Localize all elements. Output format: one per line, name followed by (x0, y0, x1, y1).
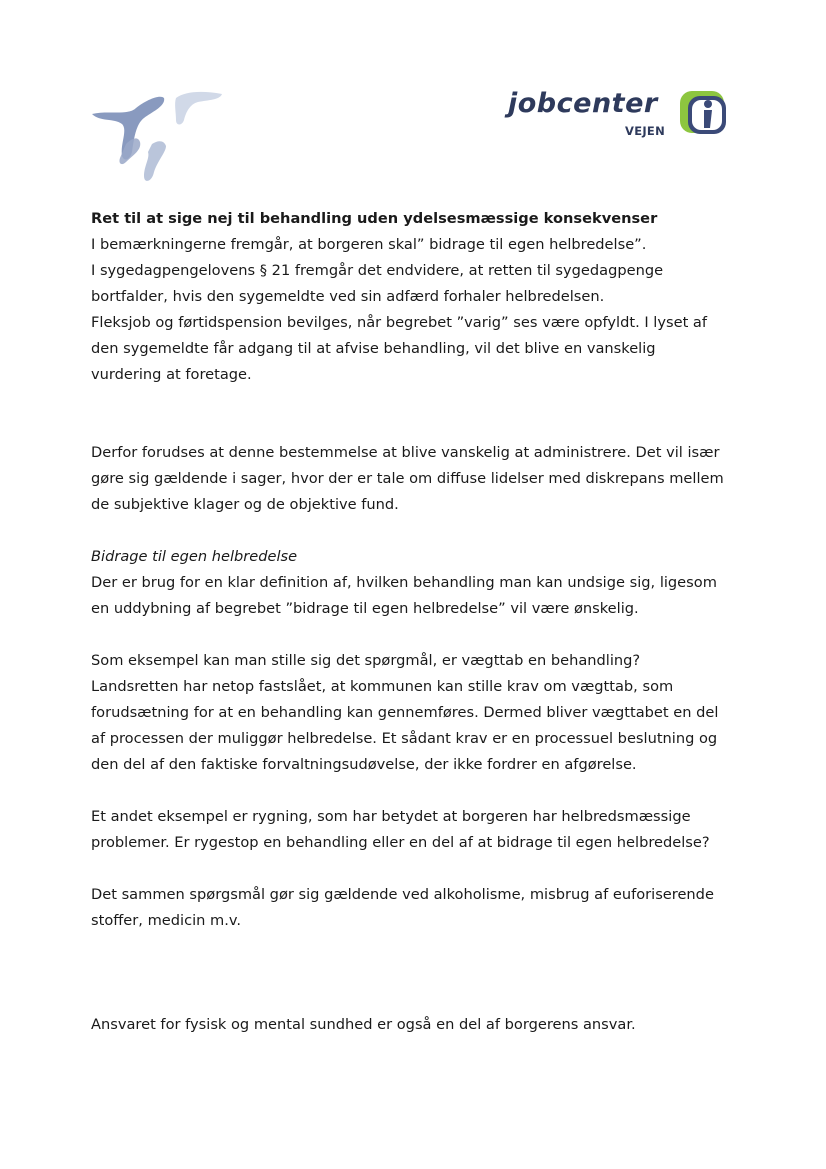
section-heading: Ret til at sige nej til behandling uden ydelsesmæssige konsekvenser (91, 210, 658, 227)
paragraph-line: Det sammen spørgsmål gør sig gældende ved alkoholisme, misbrug af euforiserende (91, 886, 714, 903)
decorative-figures-graphic (88, 86, 228, 186)
section-treatment-refusal (91, 206, 741, 388)
document-body (91, 206, 741, 1038)
paragraph-line: en uddybning af begrebet ”bidrage til egen helbredelse” vil være ønskelig. (91, 600, 639, 617)
section-subheading: Bidrage til egen helbredelse (91, 548, 298, 565)
paragraph-line: Der er brug for en klar definition af, hvilken behandling man kan undsige sig, ligesom (91, 574, 717, 591)
paragraph-smoking-example (91, 804, 741, 856)
paragraph-line: den del af den faktiske forvaltningsudøvelse, der ikke fordrer en afgørelse. (91, 756, 637, 773)
paragraph-line: Som eksempel kan man stille sig det spørgmål, er vægttab en behandling? (91, 652, 641, 669)
logo-subtitle: VEJEN (625, 124, 666, 138)
info-person-icon (676, 88, 730, 138)
paragraph-line: de subjektive klager og de objektive fund. (91, 496, 399, 513)
paragraph-line: Ansvaret for fysisk og mental sundhed er også en del af borgerens ansvar. (91, 1016, 636, 1033)
paragraph-alcohol-example (91, 882, 741, 934)
paragraph-line: Landsretten har netop fastslået, at kommunen kan stille krav om vægttab, som (91, 678, 674, 695)
paragraph-line: den sygemeldte får adgang til at afvise behandling, vil det blive en vanskelig (91, 340, 656, 357)
paragraph-administration (91, 440, 741, 518)
paragraph-line: Derfor forudses at denne bestemmelse at blive vanskelig at administrere. Det vil især (91, 444, 720, 461)
paragraph-line: I bemærkningerne fremgår, at borgeren skal” bidrage til egen helbredelse”. (91, 236, 647, 253)
paragraph-line: Fleksjob og førtidspension bevilges, når begrebet ”varig” ses være opfyldt. I lyset af (91, 314, 708, 331)
paragraph-line: af processen der muliggør helbredelse. Et sådant krav er en processuel beslutning og (91, 730, 718, 747)
paragraph-weight-loss-example (91, 648, 741, 778)
paragraph-line: bortfalder, hvis den sygemeldte ved sin adfærd forhaler helbredelsen. (91, 288, 605, 305)
jobcenter-logo (508, 88, 732, 148)
paragraph-line: Et andet eksempel er rygning, som har betydet at borgeren har helbredsmæssige (91, 808, 691, 825)
paragraph-line: forudsætning for at en behandling kan gennemføres. Dermed bliver vægttabet en del (91, 704, 719, 721)
paragraph-line: stoffer, medicin m.v. (91, 912, 242, 929)
paragraph-line: gøre sig gældende i sager, hvor der er tale om diffuse lidelser med diskrepans mellem (91, 470, 724, 487)
section-contribute-to-recovery (91, 544, 741, 622)
logo-wordmark: jobcenter (508, 88, 658, 119)
paragraph-line: I sygedagpengelovens § 21 fremgår det endvidere, at retten til sygedagpenge (91, 262, 664, 279)
paragraph-line: problemer. Er rygestop en behandling eller en del af at bidrage til egen helbredelse? (91, 834, 710, 851)
paragraph-line: vurdering at foretage. (91, 366, 252, 383)
paragraph-responsibility (91, 1012, 741, 1038)
